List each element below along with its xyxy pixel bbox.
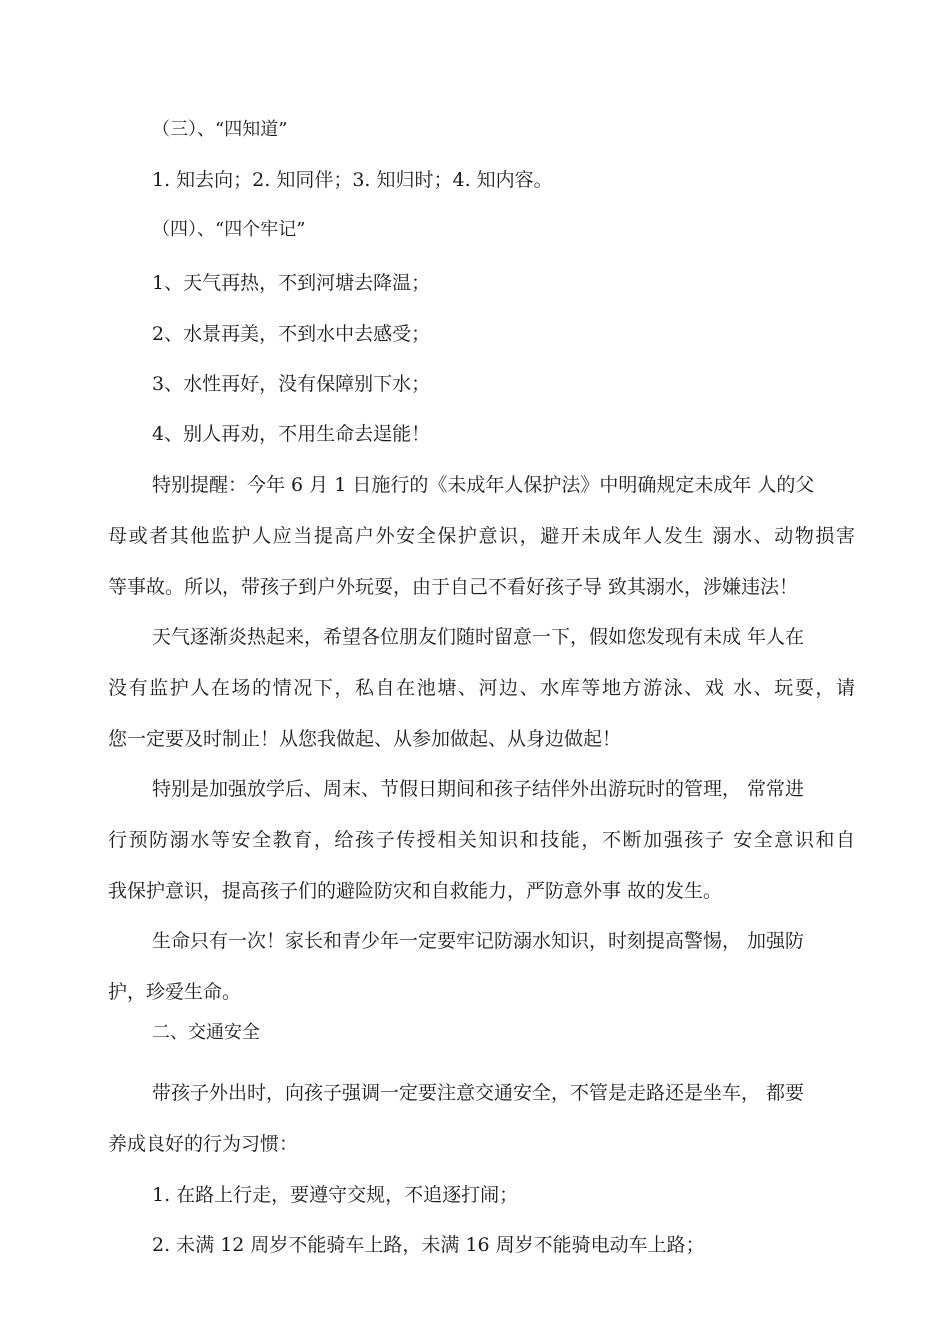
paragraph-traffic-line-2: 养成良好的行为习惯： bbox=[108, 1133, 299, 1155]
remember-item-2: 2、水景再美，不到水中去感受； bbox=[152, 323, 431, 345]
paragraph-life-line-1: 生命只有一次！家长和青少年一定要牢记防溺水知识，时刻提高警惕， 加强防 bbox=[152, 930, 805, 952]
paragraph-weather-line-1: 天气逐渐炎热起来，希望各位朋友们随时留意一下，假如您发现有未成 年人在 bbox=[152, 626, 805, 648]
paragraph-reminder-line-3: 等事故。所以，带孩子到户外玩耍，由于自己不看好孩子导 致其溺水，涉嫌违法！ bbox=[108, 576, 799, 598]
paragraph-traffic-line-1: 带孩子外出时，向孩子强调一定要注意交通安全，不管是走路还是坐车， 都要 bbox=[152, 1082, 805, 1104]
paragraph-management-line-1: 特别是加强放学后、周末、节假日期间和孩子结伴外出游玩时的管理， 常常进 bbox=[152, 778, 805, 800]
paragraph-management-line-3: 我保护意识，提高孩子们的避险防灾和自救能力，严防意外事 故的发生。 bbox=[108, 880, 723, 902]
paragraph-reminder-line-2: 母或者其他监护人应当提高户外安全保护意识，避开未成年人发生 溺水、动物损害 bbox=[108, 525, 855, 547]
paragraph-reminder-line-1: 特别提醒：今年 6 月 1 日施行的《未成年人保护法》中明确规定未成年 人的父 bbox=[152, 474, 815, 496]
paragraph-management-line-2: 行预防溺水等安全教育，给孩子传授相关知识和技能，不断加强孩子 安全意识和自 bbox=[108, 829, 855, 851]
paragraph-life-line-2: 护，珍爱生命。 bbox=[108, 981, 242, 1003]
traffic-item-1: 1. 在路上行走，要遵守交规，不追逐打闹； bbox=[152, 1184, 519, 1206]
heading-four-remember: （四）、“四个牢记” bbox=[152, 219, 306, 240]
four-knows-items: 1. 知去向；2. 知同伴；3. 知归时；4. 知内容。 bbox=[152, 169, 553, 191]
paragraph-weather-line-3: 您一定要及时制止！从您我做起、从参加做起、从身边做起！ bbox=[108, 728, 622, 750]
remember-item-3: 3、水性再好，没有保障别下水； bbox=[152, 373, 431, 395]
remember-item-4: 4、别人再劝，不用生命去逞能！ bbox=[152, 423, 431, 445]
heading-four-knows: （三）、“四知道” bbox=[152, 119, 288, 140]
remember-item-1: 1、天气再热，不到河塘去降温； bbox=[152, 272, 431, 294]
paragraph-weather-line-2: 没有监护人在场的情况下，私自在池塘、河边、水库等地方游泳、戏 水、玩耍，请 bbox=[108, 677, 855, 699]
traffic-item-2: 2. 未满 12 周岁不能骑车上路，未满 16 周岁不能骑电动车上路； bbox=[152, 1234, 705, 1256]
heading-traffic-safety: 二、交通安全 bbox=[152, 1022, 260, 1043]
